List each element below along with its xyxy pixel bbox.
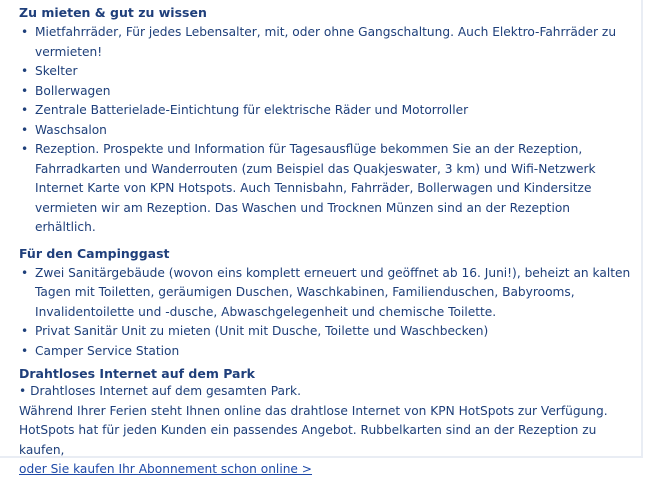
list-item: • Zwei Sanitärgebäude (wovon eins komplett erneuert und geöffnet ab 16. Juni!), beheizt an kalten Tagen mit Toiletten, geräumigen Duschen, Waschkabinen, Familienduschen, Babyrooms, Invalidentoilette und -dusche, Abwaschgelegenheit und chemische Toilette. <box>21 265 631 319</box>
wifi-line-3: HotSpots hat für jeden Kunden ein passendes Angebot. Rubbelkarten sind an der Rezeption zu kaufen, <box>19 423 597 457</box>
wifi-line-1: • Drahtloses Internet auf dem gesamten Park. <box>19 384 301 398</box>
bullet-icon: • <box>21 103 29 117</box>
list-item: • Skelter <box>19 62 631 82</box>
camping-list <box>19 264 631 362</box>
section-camping <box>19 245 631 362</box>
bullet-icon: • <box>21 64 29 78</box>
wifi-link-line <box>19 460 631 480</box>
section-title-rental: Zu mieten & gut zu wissen <box>19 5 207 20</box>
bullet-icon: • <box>21 265 29 280</box>
bullet-icon: • <box>21 324 29 338</box>
section-wifi <box>19 365 631 480</box>
list-item: • Rezeption. Prospekte und Information für Tagesausflüge bekommen Sie an der Rezeption, Fahrradkarten und Wanderrouten (zum Beispiel das Quakjeswater, 3 km) und Wifi-Netzwerk Internet Karte von KPN Hotspots. Auch Tennisbahn, Fahrräder, Bollerwagen und Kindersitze vermieten wir am Rezeption. Das Waschen und Trocknen Münzen sind an der Rezeption erhältlich. <box>21 142 596 234</box>
list-item: • Camper Service Station <box>19 342 631 362</box>
section-rental <box>19 4 631 238</box>
section-title-camping: Für den Campinggast <box>19 245 170 261</box>
list-item: • Privat Sanitär Unit zu mieten (Unit mit Dusche, Toilette und Waschbecken) <box>19 322 631 342</box>
content-area <box>19 4 631 480</box>
wifi-line-2: Während Ihrer Ferien steht Ihnen online das drahtlose Internet von KPN HotSpots zur Verfügung. <box>19 403 608 418</box>
bullet-icon: • <box>21 142 29 156</box>
list-item: • Zentrale Batterielade-Eintichtung für elektrische Räder und Motorroller <box>19 101 631 121</box>
bullet-icon: • <box>21 343 29 358</box>
bullet-icon: • <box>21 122 29 137</box>
bullet-icon: • <box>21 25 29 39</box>
list-item: • Mietfahrräder, Für jedes Lebensalter, mit, oder ohne Gangschaltung. Auch Elektro-Fahrräder zu vermieten! <box>21 25 617 59</box>
rental-list <box>19 23 631 238</box>
bullet-icon: • <box>21 83 29 98</box>
list-item: • Bollerwagen <box>19 82 631 102</box>
list-item: • Waschsalon <box>19 121 631 141</box>
section-title-wifi: Drahtloses Internet auf dem Park <box>19 366 255 381</box>
buy-subscription-online-link[interactable]: oder Sie kaufen Ihr Abonnement schon online > <box>19 462 313 476</box>
